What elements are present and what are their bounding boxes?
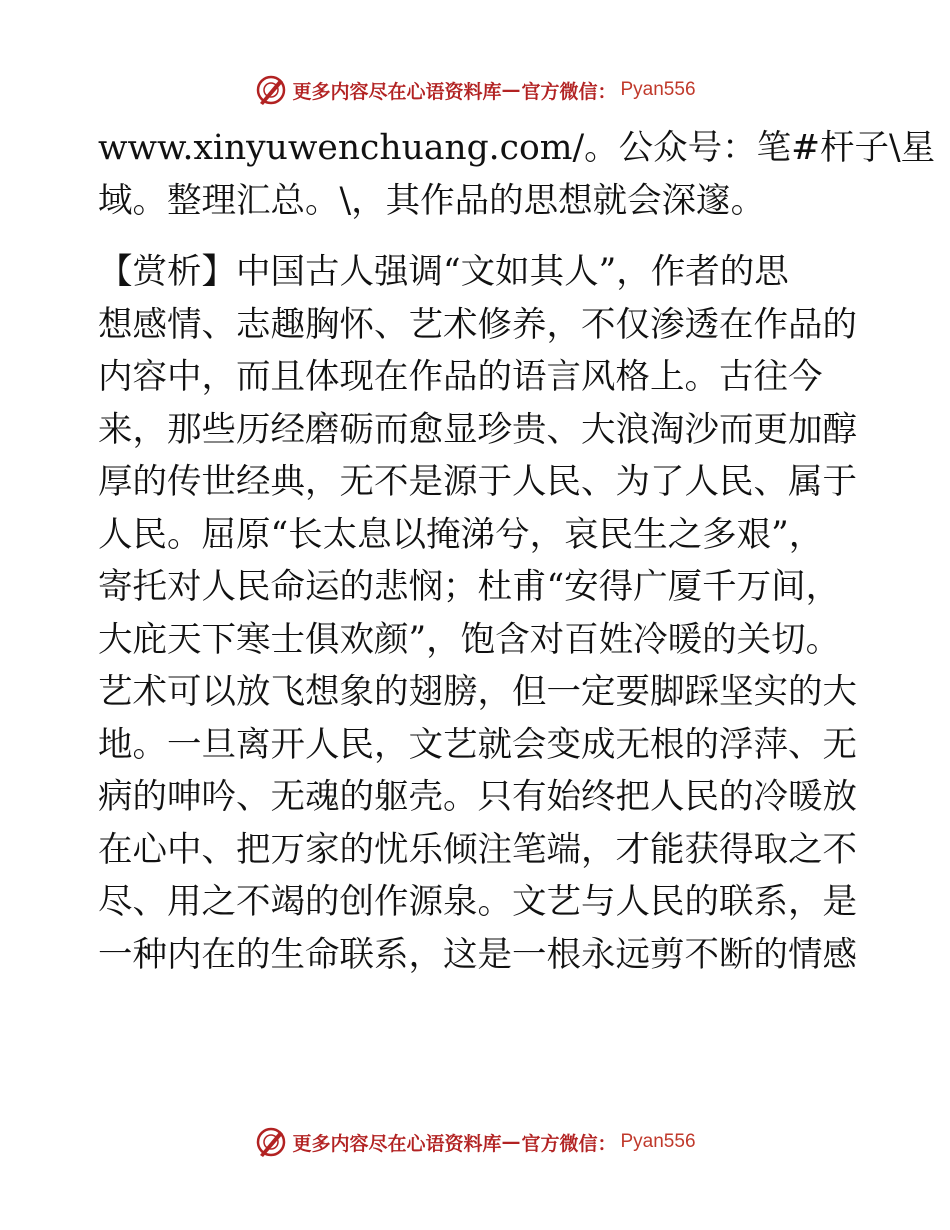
text-line: 在心中、把万家的忧乐倾注笔端，才能获得取之不 <box>98 829 857 870</box>
header-official-label: 官方微信： <box>521 80 617 103</box>
footer-dash: — <box>501 1131 520 1153</box>
header-banner <box>0 70 950 110</box>
header-brand-text: 更多内容尽在心语资料库 <box>292 80 502 103</box>
quill-pen-logo-icon <box>254 1125 288 1159</box>
text-line: 人民。屈原“长太息以掩涕兮，哀民生之多艰”， <box>98 514 824 555</box>
text-line: www.xinyuwenchuang.com/。公众号：笔#杆子\星 <box>98 128 936 168</box>
header-dash: — <box>501 79 520 101</box>
text-line: 地。一旦离开人民，文艺就会变成无根的浮萍、无 <box>98 724 857 765</box>
text-line: 来，那些历经磨砺而愈显珍贵、大浪淘沙而更加醇 <box>98 409 857 450</box>
footer-account-id: Pyan556 <box>620 1131 696 1152</box>
text-line: 一种内在的生命联系，这是一根永远剪不断的情感 <box>98 934 857 975</box>
text-line: 尽、用之不竭的创作源泉。文艺与人民的联系，是 <box>98 882 857 922</box>
document-body <box>98 122 936 981</box>
text-line: 厚的传世经典，无不是源于人民、为了人民、属于 <box>98 462 857 502</box>
text-line: 大庇天下寒士俱欢颜”，饱含对百姓冷暖的关切。 <box>98 619 841 660</box>
footer-official-label: 官方微信： <box>521 1132 617 1155</box>
header-account-id: Pyan556 <box>620 79 696 100</box>
text-line: 想感情、志趣胸怀、艺术修养，不仅渗透在作品的 <box>98 304 857 345</box>
text-line: 域。整理汇总。\，其作品的思想就会深邃。 <box>98 180 766 221</box>
text-line: 内容中，而且体现在作品的语言风格上。古往今 <box>98 357 823 397</box>
text-line: 病的呻吟、无魂的躯壳。只有始终把人民的冷暖放 <box>98 777 857 817</box>
text-line: 艺术可以放飞想象的翅膀，但一定要脚踩坚实的大 <box>98 672 857 712</box>
text-line: 寄托对人民命运的悲悯；杜甫“安得广厦千万间， <box>98 567 841 607</box>
text-line: 【赏析】中国古人强调“文如其人”，作者的思 <box>98 252 789 292</box>
footer-brand-text: 更多内容尽在心语资料库 <box>292 1132 502 1155</box>
quill-pen-logo-icon <box>254 73 288 107</box>
footer-banner <box>0 1122 950 1162</box>
